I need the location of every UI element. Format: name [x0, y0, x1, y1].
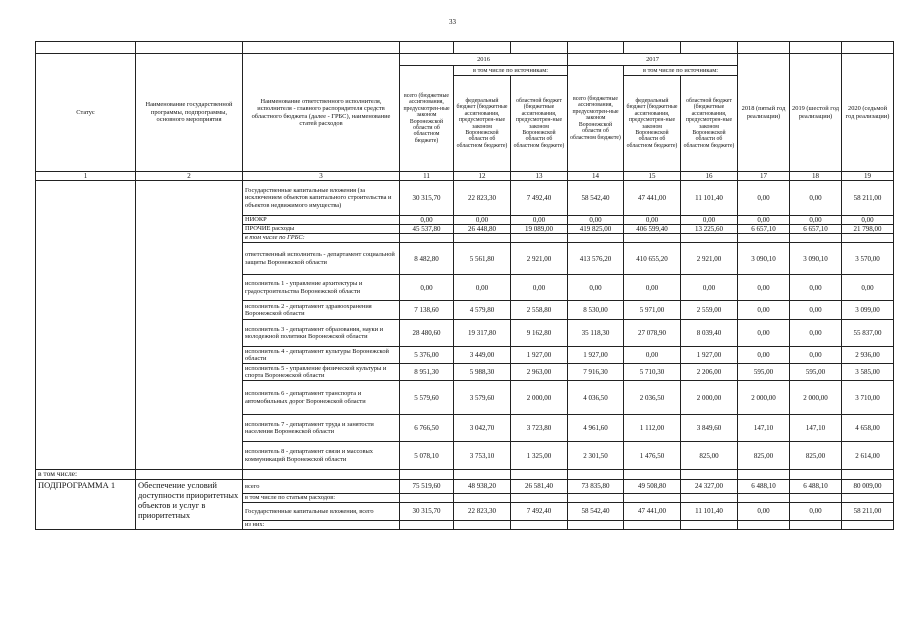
empty-cell [681, 470, 738, 480]
row-label: в том числе по статьям расходов: [243, 493, 400, 502]
value-cell: 0,00 [738, 275, 790, 301]
column-numbers-row [36, 172, 894, 181]
value-cell [568, 493, 624, 502]
value-cell: 0,00 [738, 301, 790, 320]
value-cell: 3 099,00 [842, 301, 894, 320]
header-regional-2016: областной бюджет (бюджетные ассигнования, предусмотрен-ные законом Воронежской области об областном бюджете) [511, 76, 568, 172]
value-cell: 0,00 [790, 347, 842, 364]
header-total-2017: всего (бюджетные ассигнования, предусмотрен-ные законом Воронежской области об областном бюджете) [568, 66, 624, 172]
value-cell: 147,10 [738, 415, 790, 442]
value-cell: 0,00 [790, 181, 842, 216]
incl-label: в том числе: [36, 470, 136, 480]
column-number: 16 [681, 172, 738, 181]
value-cell: 2 921,00 [681, 243, 738, 275]
column-number: 19 [842, 172, 894, 181]
value-cell: 8 039,40 [681, 320, 738, 347]
column-number: 1 [36, 172, 136, 181]
value-cell: 2 963,00 [511, 364, 568, 381]
empty-cell [511, 470, 568, 480]
value-cell: 0,00 [790, 320, 842, 347]
value-cell: 825,00 [790, 442, 842, 470]
row-label: НИОКР [243, 216, 400, 225]
value-cell: 3 090,10 [790, 243, 842, 275]
value-cell: 26 581,40 [511, 479, 568, 493]
value-cell: 6 657,10 [738, 225, 790, 234]
value-cell: 30 315,70 [400, 181, 454, 216]
value-cell: 7 138,60 [400, 301, 454, 320]
value-cell: 595,00 [790, 364, 842, 381]
value-cell: 0,00 [400, 216, 454, 225]
value-cell: 595,00 [738, 364, 790, 381]
value-cell: 5 710,30 [624, 364, 681, 381]
value-cell: 22 823,30 [454, 181, 511, 216]
header-status: Статус [36, 54, 136, 172]
header-sources-2017: в том числе по источникам: [624, 66, 738, 76]
value-cell: 0,00 [842, 275, 894, 301]
subprogram-status: ПОДПРОГРАММА 1 [36, 479, 136, 529]
value-cell [790, 493, 842, 502]
value-cell: 73 835,80 [568, 479, 624, 493]
value-cell [454, 520, 511, 529]
value-cell: 55 837,00 [842, 320, 894, 347]
row-label: из них: [243, 520, 400, 529]
value-cell: 58 211,00 [842, 502, 894, 520]
value-cell: 3 042,70 [454, 415, 511, 442]
value-cell [454, 493, 511, 502]
value-cell: 0,00 [454, 275, 511, 301]
value-cell: 24 327,00 [681, 479, 738, 493]
value-cell: 1 927,00 [681, 347, 738, 364]
value-cell: 0,00 [790, 502, 842, 520]
value-cell: 5 971,00 [624, 301, 681, 320]
value-cell: 22 823,30 [454, 502, 511, 520]
row-label: исполнитель 8 - департамент связи и массовых коммуникаций Воронежской области [243, 442, 400, 470]
table-row [36, 470, 894, 480]
value-cell [624, 234, 681, 243]
value-cell [454, 234, 511, 243]
column-number: 14 [568, 172, 624, 181]
value-cell: 2 558,80 [511, 301, 568, 320]
empty-cell [568, 470, 624, 480]
value-cell: 0,00 [568, 275, 624, 301]
value-cell [400, 493, 454, 502]
column-number: 13 [511, 172, 568, 181]
value-cell: 0,00 [738, 347, 790, 364]
value-cell: 47 441,00 [624, 181, 681, 216]
header-2019: 2019 (шестой год реализации) [790, 54, 842, 172]
value-cell: 49 508,80 [624, 479, 681, 493]
value-cell: 3 585,00 [842, 364, 894, 381]
header-executor: Наименование ответственного исполнителя, исполнителя - главного распорядителя средств областного бюджета (далее - ГРБС), наименование статей расходов [243, 54, 400, 172]
row-label: исполнитель 7 - департамент труда и занятости населения Воронежской области [243, 415, 400, 442]
row-label: ответственный исполнитель - департамент социальной защиты Воронежской области [243, 243, 400, 275]
empty-cell [400, 470, 454, 480]
row-label: в том числе по ГРБС: [243, 234, 400, 243]
value-cell: 2 000,00 [790, 381, 842, 415]
header-federal-2016: федеральный бюджет (бюджетные ассигнования, предусмотрен-ные законом Воронежской области об областном бюджете) [454, 76, 511, 172]
value-cell [842, 493, 894, 502]
value-cell: 0,00 [624, 275, 681, 301]
value-cell: 30 315,70 [400, 502, 454, 520]
value-cell: 45 537,80 [400, 225, 454, 234]
row-label: исполнитель 3 - департамент образования, науки и молодежной политики Воронежской области [243, 320, 400, 347]
value-cell: 825,00 [738, 442, 790, 470]
value-cell: 147,10 [790, 415, 842, 442]
value-cell: 3 090,10 [738, 243, 790, 275]
value-cell: 6 766,50 [400, 415, 454, 442]
table-row [36, 479, 894, 493]
column-number: 11 [400, 172, 454, 181]
value-cell [568, 234, 624, 243]
value-cell: 2 559,00 [681, 301, 738, 320]
value-cell: 27 078,90 [624, 320, 681, 347]
value-cell [738, 234, 790, 243]
value-cell: 3 723,80 [511, 415, 568, 442]
value-cell: 0,00 [511, 216, 568, 225]
value-cell: 2 614,00 [842, 442, 894, 470]
value-cell: 26 448,80 [454, 225, 511, 234]
value-cell [624, 493, 681, 502]
value-cell: 21 798,00 [842, 225, 894, 234]
empty-cell [454, 470, 511, 480]
value-cell: 3 849,60 [681, 415, 738, 442]
value-cell: 0,00 [842, 216, 894, 225]
value-cell: 2 206,00 [681, 364, 738, 381]
value-cell: 4 961,60 [568, 415, 624, 442]
value-cell: 6 657,10 [790, 225, 842, 234]
value-cell: 58 542,40 [568, 181, 624, 216]
value-cell: 48 938,20 [454, 479, 511, 493]
column-number: 2 [136, 172, 243, 181]
empty-cell [790, 470, 842, 480]
value-cell: 47 441,00 [624, 502, 681, 520]
value-cell [568, 520, 624, 529]
value-cell: 4 658,00 [842, 415, 894, 442]
value-cell [790, 520, 842, 529]
program-cell [136, 181, 243, 470]
value-cell: 4 036,50 [568, 381, 624, 415]
value-cell: 3 710,00 [842, 381, 894, 415]
value-cell: 8 951,30 [400, 364, 454, 381]
column-number: 17 [738, 172, 790, 181]
row-label: всего [243, 479, 400, 493]
header-2020: 2020 (седьмой год реализации) [842, 54, 894, 172]
value-cell: 2 000,00 [738, 381, 790, 415]
value-cell: 7 492,40 [511, 181, 568, 216]
value-cell: 0,00 [681, 275, 738, 301]
value-cell [400, 520, 454, 529]
value-cell: 1 476,50 [624, 442, 681, 470]
value-cell: 3 753,10 [454, 442, 511, 470]
value-cell: 8 530,00 [568, 301, 624, 320]
value-cell: 2 000,00 [511, 381, 568, 415]
row-label: Государственные капитальные вложения, всего [243, 502, 400, 520]
row-label: Государственные капитальные вложения (за исключением объектов капитального строительства и объектов недвижимого имущества) [243, 181, 400, 216]
budget-table [35, 41, 894, 530]
value-cell: 0,00 [790, 301, 842, 320]
value-cell: 825,00 [681, 442, 738, 470]
value-cell: 75 519,60 [400, 479, 454, 493]
value-cell: 0,00 [738, 320, 790, 347]
value-cell: 0,00 [624, 347, 681, 364]
value-cell: 0,00 [790, 216, 842, 225]
value-cell: 19 317,80 [454, 320, 511, 347]
value-cell: 410 655,20 [624, 243, 681, 275]
subprogram-name: Обеспечение условий доступности приоритетных объектов и услуг в приоритетных [136, 479, 243, 529]
column-number: 12 [454, 172, 511, 181]
row-label: исполнитель 4 - департамент культуры Воронежской области [243, 347, 400, 364]
value-cell: 5 376,00 [400, 347, 454, 364]
value-cell [790, 234, 842, 243]
value-cell [738, 493, 790, 502]
value-cell [842, 520, 894, 529]
value-cell: 1 325,00 [511, 442, 568, 470]
value-cell: 1 112,00 [624, 415, 681, 442]
value-cell: 0,00 [738, 181, 790, 216]
value-cell: 2 000,00 [681, 381, 738, 415]
value-cell [624, 520, 681, 529]
header-year-2016: 2016 [400, 54, 568, 66]
value-cell: 0,00 [511, 275, 568, 301]
value-cell: 4 579,80 [454, 301, 511, 320]
value-cell [511, 234, 568, 243]
value-cell: 2 036,50 [624, 381, 681, 415]
status-cell [36, 181, 136, 470]
header-regional-2017: областной бюджет (бюджетные ассигнования, предусмотрен-ные законом Воронежской области об областном бюджете) [681, 76, 738, 172]
value-cell: 3 449,00 [454, 347, 511, 364]
value-cell [681, 234, 738, 243]
value-cell: 58 211,00 [842, 181, 894, 216]
value-cell [511, 520, 568, 529]
value-cell: 19 089,00 [511, 225, 568, 234]
value-cell: 0,00 [681, 216, 738, 225]
value-cell: 35 118,30 [568, 320, 624, 347]
value-cell: 0,00 [790, 275, 842, 301]
row-label: исполнитель 2 - департамент здравоохранения Воронежской области [243, 301, 400, 320]
value-cell [681, 520, 738, 529]
header-2018: 2018 (пятый год реализации) [738, 54, 790, 172]
header-program: Наименование государственной программы, подпрограммы, основного мероприятия [136, 54, 243, 172]
header-sources-2016: в том числе по источникам: [454, 66, 568, 76]
value-cell: 1 927,00 [511, 347, 568, 364]
header-total-2016: всего (бюджетные ассигнования, предусмотрен-ные законом Воронежской области об областном бюджете) [400, 66, 454, 172]
row-label: исполнитель 5 - управление физической культуры и спорта Воронежской области [243, 364, 400, 381]
value-cell: 0,00 [624, 216, 681, 225]
value-cell: 406 599,40 [624, 225, 681, 234]
value-cell: 0,00 [568, 216, 624, 225]
empty-cell [136, 470, 243, 480]
value-cell: 7 916,30 [568, 364, 624, 381]
value-cell: 0,00 [738, 502, 790, 520]
value-cell: 0,00 [738, 216, 790, 225]
value-cell: 13 225,60 [681, 225, 738, 234]
value-cell: 0,00 [454, 216, 511, 225]
column-number: 15 [624, 172, 681, 181]
value-cell: 80 009,00 [842, 479, 894, 493]
value-cell [681, 493, 738, 502]
empty-cell [243, 470, 400, 480]
value-cell [511, 493, 568, 502]
value-cell: 3 570,00 [842, 243, 894, 275]
value-cell: 413 576,20 [568, 243, 624, 275]
value-cell: 2 936,00 [842, 347, 894, 364]
empty-cell [738, 470, 790, 480]
value-cell: 6 488,10 [790, 479, 842, 493]
value-cell: 2 301,50 [568, 442, 624, 470]
value-cell: 9 162,80 [511, 320, 568, 347]
value-cell: 58 542,40 [568, 502, 624, 520]
header-federal-2017: федеральный бюджет (бюджетные ассигнования, предусмотрен-ные законом Воронежской области об областном бюджете) [624, 76, 681, 172]
value-cell: 7 492,40 [511, 502, 568, 520]
value-cell [400, 234, 454, 243]
value-cell: 28 480,60 [400, 320, 454, 347]
empty-cell [624, 470, 681, 480]
value-cell: 2 921,00 [511, 243, 568, 275]
value-cell: 1 927,00 [568, 347, 624, 364]
value-cell: 5 579,60 [400, 381, 454, 415]
row-label: исполнитель 6 - департамент транспорта и автомобильных дорог Воронежской области [243, 381, 400, 415]
value-cell: 5 988,30 [454, 364, 511, 381]
value-cell [738, 520, 790, 529]
value-cell: 11 101,40 [681, 502, 738, 520]
header-year-2017: 2017 [568, 54, 738, 66]
value-cell: 0,00 [400, 275, 454, 301]
value-cell: 8 482,80 [400, 243, 454, 275]
value-cell: 5 078,10 [400, 442, 454, 470]
empty-cell [842, 470, 894, 480]
column-number: 3 [243, 172, 400, 181]
value-cell: 3 579,60 [454, 381, 511, 415]
value-cell: 6 488,10 [738, 479, 790, 493]
row-label: исполнитель 1 - управление архитектуры и градостроительства Воронежской области [243, 275, 400, 301]
column-number: 18 [790, 172, 842, 181]
page-number: 33 [449, 18, 456, 26]
value-cell: 11 101,40 [681, 181, 738, 216]
table-row [36, 181, 894, 216]
value-cell: 419 825,00 [568, 225, 624, 234]
value-cell: 5 561,80 [454, 243, 511, 275]
row-label: ПРОЧИЕ расходы [243, 225, 400, 234]
value-cell [842, 234, 894, 243]
